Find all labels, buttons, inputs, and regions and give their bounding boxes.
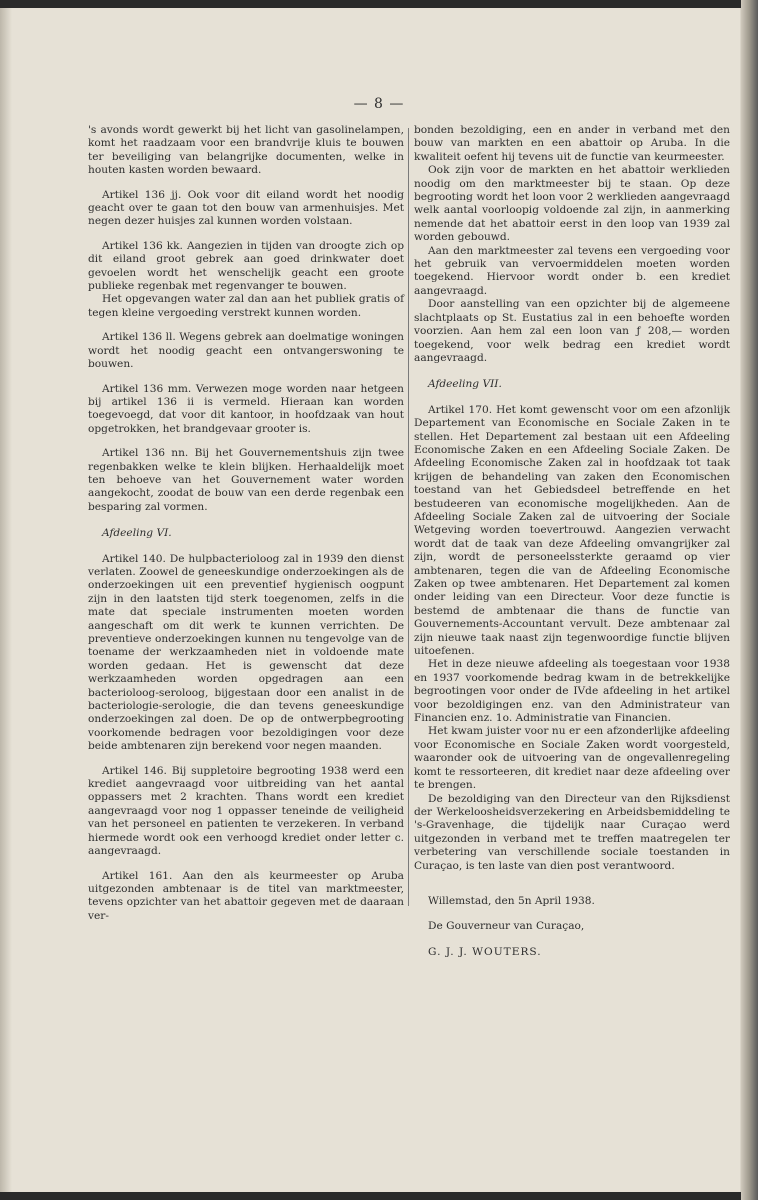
paragraph: Artikel 140. De hulpbacterioloog zal in 1939 den dienst verlaten. Zoowel de geneeskundige onderzoekingen als de onderzoekingen uit een preventief hygienisch oogpunt zijn in den laatsten tijd sterk toegenomen, zelfs in die mate dat speciale instrumenten moeten worden aangeschaft om dit werk te kunnen verrichten. De preventieve onderzoekingen kunnen nu tengevolge van de toename der werkzaamheden niet in voldoende mate worden gedaan. Het is gewenscht dat deze werkzaamheden worden opgedragen aan een bacterioloog-seroloog, bijgestaan door een analist in de bacteriologie-serologie, die dan tevens geneeskundige onderzoekingen zal doen. De op de ontwerpbegrooting voorkomende bedragen voor bezoldigingen voor deze beide ambtenaren zijn berekend voor negen maanden.	[88, 552, 404, 753]
paragraph: Artikel 161. Aan den als keurmeester op Aruba uitgezonden ambtenaar is de titel van marktmeester, tevens opzichter van het abattoir gegeven met de daaraan ver-	[88, 869, 404, 922]
section-heading-afdeeling-vi: Afdeeling VI.	[102, 527, 172, 540]
paragraph: Artikel 136 kk. Aangezien in tijden van droogte zich op dit eiland groot gebrek aan goed drinkwater doet gevoelen wordt het wenschelijk geacht een groote publieke regenbak met regenvanger te bouwen.	[88, 239, 404, 293]
right-column	[414, 124, 730, 959]
section-heading-afdeeling-vii: Afdeeling VII.	[428, 378, 502, 391]
paragraph: 's avonds wordt gewerkt bij het licht van gasolinelampen, komt het raadzaam voor een brandvrije kluis te bouwen ter beveiliging van belangrijke documenten, welke in houten kasten worden bewaard.	[88, 124, 404, 177]
paragraph: Artikel 136 mm. Verwezen moge worden naar hetgeen bij artikel 136 ii is vermeld. Hieraan kan worden toegevoegd, dat voor dit kantoor, in hoofdzaak van hout opgetrokken, het brandgevaar grooter is.	[88, 382, 404, 435]
paragraph: Artikel 136 jj. Ook voor dit eiland wordt het noodig geacht over te gaan tot den bouw van armenhuisjes. Met negen dezer huisjes zal kunnen worden volstaan.	[88, 188, 404, 228]
page-right-edge	[741, 0, 758, 1200]
signatory-name: G. J. J. WOUTERS.	[428, 945, 542, 958]
paragraph: De bezoldiging van den Directeur van den Rijksdienst der Werkeloosheidsverzekering en Arbeidsbemiddeling te 's-Gravenhage, die tijdelijk naar Curaçao werd uitgezonden in verband met te treffen maatregelen ter verbetering van verschillende sociale toestanden in Curaçao, is ten laste van dien post verantwoord.	[414, 792, 730, 872]
left-column	[88, 124, 404, 923]
paragraph: Artikel 146. Bij suppletoire begrooting 1938 werd een krediet aangevraagd voor uitbreiding van het aantal oppassers met 2 krachten. Thans wordt een krediet aangevraagd voor nog 1 oppasser teneinde de veiligheid van het personeel en patienten te verzekeren. In verband hiermede wordt ook een verhoogd krediet onder letter c. aangevraagd.	[88, 764, 404, 858]
paragraph: Het in deze nieuwe afdeeling als toegestaan voor 1938 en 1937 voorkomende bedrag kwam in de betrekkelijke begrootingen voor onder de IVde afdeeling in het artikel voor bezoldigingen enz. van den Administrateur van Financien enz. 1o. Administratie van Financien.	[414, 658, 730, 725]
column-divider	[408, 128, 409, 906]
paragraph: Ook zijn voor de markten en het abattoir werklieden noodig om den marktmeester bij te staan. Op deze begrooting wordt het loon voor 2 werklieden aangevraagd welk aantal voorloopig voldoende zal zijn, in aanmerking nemende dat het abattoir eerst in den loop van 1939 zal worden gebouwd.	[414, 164, 730, 244]
paragraph: Aan den marktmeester zal tevens een vergoeding voor het gebruik van vervoermiddelen moeten worden toegekend. Hiervoor wordt onder b. een krediet aangevraagd.	[414, 244, 730, 297]
paragraph: Artikel 136 nn. Bij het Gouvernementshuis zijn twee regenbakken welke te klein blijken. Herhaaldelijk moet ten behoeve van het Gouvernement water worden aangekocht, zoodat de bouw van een derde regenbak een besparing zal vormen.	[88, 447, 404, 513]
paragraph: Het opgevangen water zal dan aan het publiek gratis of tegen kleine vergoeding verstrekt kunnen worden.	[88, 293, 404, 319]
paragraph: Artikel 170. Het komt gewenscht voor om een afzonlijk Departement van Economische en Sociale Zaken in te stellen. Het Departement zal bestaan uit een Afdeeling Economische Zaken en een Afdeeling Sociale Zaken. De Afdeeling Economische Zaken zal in hoofdzaak tot taak krijgen de behandeling van zaken den Economischen toestand van het Gebiedsdeel betreffende en het bestudeeren van economische mogelijkheden. Aan de Afdeeling Sociale Zaken zal de uitvoering der Sociale Wetgeving worden toevertrouwd. Aangezien verwacht wordt dat de taak van deze Afdeeling omvangrijker zal zijn, wordt de personeelssterkte geraamd op vier ambtenaren, tegen die van de Afdeeling Economische Zaken op twee ambtenaren. Het Departement zal komen onder leiding van een Directeur. Voor deze functie is bestemd de ambtenaar die thans de functie van Gouvernements-Accountant vervult. Deze ambtenaar zal zijn nieuwe taak naast zijn tegenwoordige functie blijven uitoefenen.	[414, 403, 730, 658]
page-number: — 8 —	[353, 96, 405, 112]
paragraph: Door aanstelling van een opzichter bij de algemeene slachtplaats op St. Eustatius zal in een behoefte worden voorzien. Aan hem zal een loon van ƒ 208,— worden toegekend, voor welk bedrag een krediet wordt aangevraagd.	[414, 298, 730, 364]
place-date: Willemstad, den 5n April 1938.	[428, 894, 595, 907]
paragraph: Het kwam juister voor nu er een afzonderlijke afdeeling voor Economische en Sociale Zaken wordt voorgesteld, waaronder ook de uitvoering van de ongevallenregeling komt te ressorteeren, dit krediet naar deze afdeeling over te brengen.	[414, 725, 730, 792]
paragraph: bonden bezoldiging, een en ander in verband met den bouw van markten en een abattoir op Aruba. In die kwaliteit oefent hij tevens uit de functie van keurmeester.	[414, 124, 730, 163]
page-left-edge	[0, 8, 12, 1192]
signatory-title: De Gouverneur van Curaçao,	[428, 920, 585, 933]
paragraph: Artikel 136 ll. Wegens gebrek aan doelmatige woningen wordt het noodig geacht een ontvangerswoning te bouwen.	[88, 331, 404, 371]
